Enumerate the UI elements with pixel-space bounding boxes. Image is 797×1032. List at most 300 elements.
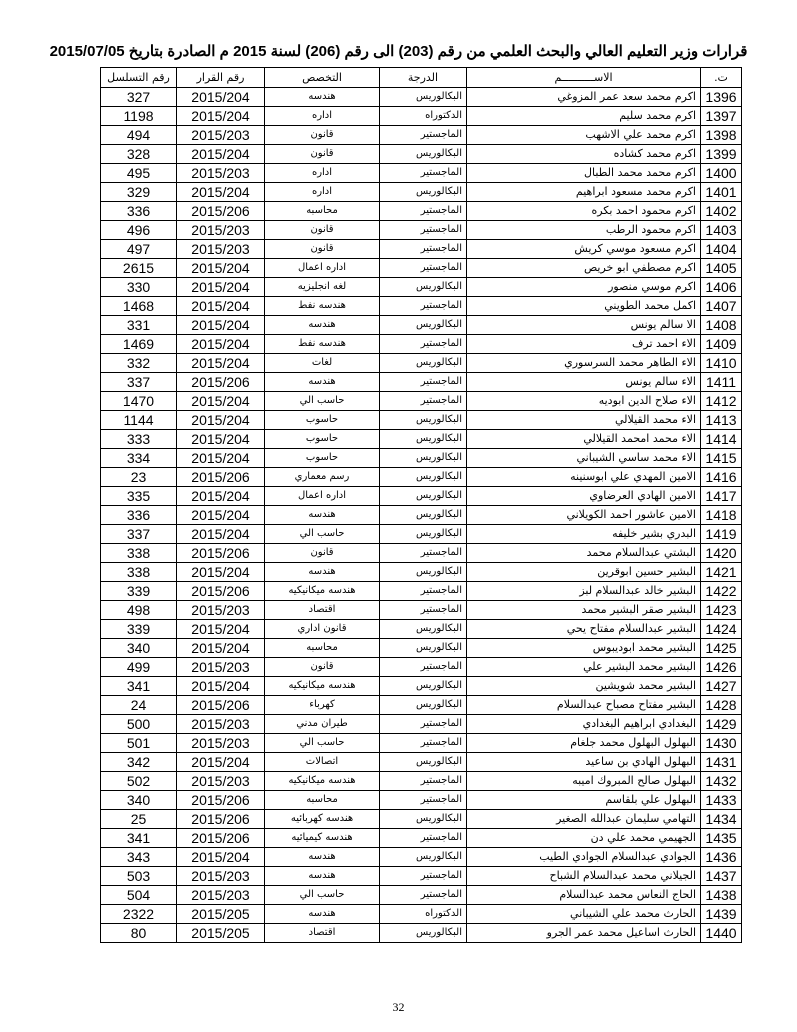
row-number-cell: 1397 <box>701 107 742 126</box>
degree-cell: البكالوريس <box>380 677 467 696</box>
degree-cell: الماجستير <box>380 259 467 278</box>
row-number-cell: 1408 <box>701 316 742 335</box>
decision-number-cell: 2015/203 <box>177 221 265 240</box>
person-name-cell: البشير عبدالسلام مفتاح يحي <box>467 620 701 639</box>
degree-cell: الماجستير <box>380 867 467 886</box>
specialization-cell: هندسه <box>265 867 380 886</box>
specialization-cell: محاسبه <box>265 202 380 221</box>
decision-number-cell: 2015/205 <box>177 924 265 943</box>
degree-cell: الماجستير <box>380 829 467 848</box>
serial-number-cell: 331 <box>101 316 177 335</box>
decision-number-cell: 2015/203 <box>177 658 265 677</box>
decision-number-cell: 2015/206 <box>177 468 265 487</box>
person-name-cell: اكرم محمد كشاده <box>467 145 701 164</box>
degree-cell: الماجستير <box>380 715 467 734</box>
specialization-cell: هندسه ميكانيكيه <box>265 677 380 696</box>
degree-cell: البكالوريس <box>380 468 467 487</box>
table-row <box>101 563 742 582</box>
person-name-cell: اكمل محمد الطويني <box>467 297 701 316</box>
specialization-cell: لغات <box>265 354 380 373</box>
row-number-cell: 1417 <box>701 487 742 506</box>
decision-number-cell: 2015/203 <box>177 867 265 886</box>
specialization-cell: قانون <box>265 544 380 563</box>
decision-number-cell: 2015/204 <box>177 506 265 525</box>
specialization-cell: حاسوب <box>265 411 380 430</box>
degree-cell: الماجستير <box>380 734 467 753</box>
degree-cell: البكالوريس <box>380 696 467 715</box>
decision-number-cell: 2015/206 <box>177 373 265 392</box>
decision-number-cell: 2015/204 <box>177 620 265 639</box>
serial-number-cell: 342 <box>101 753 177 772</box>
serial-number-cell: 339 <box>101 620 177 639</box>
serial-number-cell: 338 <box>101 563 177 582</box>
degree-cell: البكالوريس <box>380 88 467 107</box>
specialization-cell: لغه انجليزيه <box>265 278 380 297</box>
degree-cell: البكالوريس <box>380 810 467 829</box>
row-number-cell: 1439 <box>701 905 742 924</box>
row-number-cell: 1424 <box>701 620 742 639</box>
specialization-cell: اداره <box>265 183 380 202</box>
decision-number-cell: 2015/204 <box>177 278 265 297</box>
table-row <box>101 810 742 829</box>
person-name-cell: البهلول علي بلقاسم <box>467 791 701 810</box>
person-name-cell: البشير محمد ابوديبوس <box>467 639 701 658</box>
row-number-cell: 1406 <box>701 278 742 297</box>
row-number-cell: 1411 <box>701 373 742 392</box>
table-row <box>101 468 742 487</box>
decision-number-cell: 2015/204 <box>177 639 265 658</box>
decision-number-cell: 2015/204 <box>177 753 265 772</box>
serial-number-cell: 1470 <box>101 392 177 411</box>
degree-cell: البكالوريس <box>380 639 467 658</box>
table-row <box>101 335 742 354</box>
person-name-cell: الجيلاني محمد عبدالسلام الشباح <box>467 867 701 886</box>
person-name-cell: اكرم محمد محمد الطبال <box>467 164 701 183</box>
serial-number-cell: 341 <box>101 829 177 848</box>
degree-cell: البكالوريس <box>380 145 467 164</box>
table-row <box>101 677 742 696</box>
table-row <box>101 316 742 335</box>
degree-cell: الماجستير <box>380 240 467 259</box>
decision-number-cell: 2015/204 <box>177 145 265 164</box>
degree-cell: الماجستير <box>380 202 467 221</box>
specialization-cell: هندسه <box>265 905 380 924</box>
person-name-cell: الا سالم يونس <box>467 316 701 335</box>
row-number-cell: 1420 <box>701 544 742 563</box>
degree-cell: الماجستير <box>380 164 467 183</box>
person-name-cell: الجوادي عبدالسلام الجوادي الطيب <box>467 848 701 867</box>
person-name-cell: الحاج النعاس محمد عبدالسلام <box>467 886 701 905</box>
degree-cell: الماجستير <box>380 297 467 316</box>
decision-number-cell: 2015/204 <box>177 259 265 278</box>
degree-cell: الماجستير <box>380 392 467 411</box>
decision-number-cell: 2015/204 <box>177 525 265 544</box>
decision-number-cell: 2015/203 <box>177 126 265 145</box>
degree-cell: البكالوريس <box>380 563 467 582</box>
degree-cell: البكالوريس <box>380 924 467 943</box>
decision-number-cell: 2015/204 <box>177 297 265 316</box>
decision-number-cell: 2015/206 <box>177 829 265 848</box>
decision-number-cell: 2015/204 <box>177 449 265 468</box>
row-number-cell: 1407 <box>701 297 742 316</box>
decision-number-cell: 2015/204 <box>177 183 265 202</box>
table-row <box>101 411 742 430</box>
specialization-cell: حاسوب <box>265 449 380 468</box>
row-number-cell: 1434 <box>701 810 742 829</box>
person-name-cell: البشير صقر البشير محمد <box>467 601 701 620</box>
table-row <box>101 924 742 943</box>
specialization-cell: هندسه <box>265 373 380 392</box>
serial-number-cell: 333 <box>101 430 177 449</box>
serial-number-cell: 504 <box>101 886 177 905</box>
graduates-table <box>100 67 742 943</box>
specialization-cell: قانون <box>265 145 380 164</box>
degree-cell: البكالوريس <box>380 487 467 506</box>
row-number-cell: 1426 <box>701 658 742 677</box>
table-row <box>101 658 742 677</box>
serial-number-cell: 337 <box>101 525 177 544</box>
person-name-cell: البدري بشير خليفه <box>467 525 701 544</box>
serial-number-cell: 328 <box>101 145 177 164</box>
specialization-cell: محاسبه <box>265 791 380 810</box>
serial-number-cell: 496 <box>101 221 177 240</box>
table-row <box>101 145 742 164</box>
specialization-cell: قانون <box>265 658 380 677</box>
person-name-cell: اكرم محمود الرطب <box>467 221 701 240</box>
row-number-cell: 1419 <box>701 525 742 544</box>
person-name-cell: الامين عاشور احمد الكويلاني <box>467 506 701 525</box>
specialization-cell: قانون <box>265 221 380 240</box>
serial-number-cell: 1468 <box>101 297 177 316</box>
row-number-cell: 1429 <box>701 715 742 734</box>
header-no: ت. <box>701 68 742 88</box>
serial-number-cell: 1198 <box>101 107 177 126</box>
row-number-cell: 1416 <box>701 468 742 487</box>
specialization-cell: حاسب الي <box>265 392 380 411</box>
specialization-cell: هندسه <box>265 316 380 335</box>
serial-number-cell: 340 <box>101 791 177 810</box>
header-specialization: التخصص <box>265 68 380 88</box>
specialization-cell: اداره <box>265 107 380 126</box>
decision-number-cell: 2015/204 <box>177 107 265 126</box>
table-header-row <box>101 68 742 88</box>
decision-number-cell: 2015/204 <box>177 392 265 411</box>
serial-number-cell: 336 <box>101 506 177 525</box>
decision-number-cell: 2015/203 <box>177 734 265 753</box>
row-number-cell: 1431 <box>701 753 742 772</box>
table-row <box>101 107 742 126</box>
specialization-cell: هندسه <box>265 563 380 582</box>
table-row <box>101 905 742 924</box>
degree-cell: الماجستير <box>380 335 467 354</box>
table-row <box>101 753 742 772</box>
person-name-cell: اكرم مصطفي ابو خريص <box>467 259 701 278</box>
serial-number-cell: 501 <box>101 734 177 753</box>
degree-cell: الماجستير <box>380 772 467 791</box>
degree-cell: الماجستير <box>380 126 467 145</box>
table-row <box>101 202 742 221</box>
person-name-cell: اكرم محمد علي الاشهب <box>467 126 701 145</box>
row-number-cell: 1405 <box>701 259 742 278</box>
specialization-cell: قانون اداري <box>265 620 380 639</box>
specialization-cell: قانون <box>265 240 380 259</box>
row-number-cell: 1428 <box>701 696 742 715</box>
degree-cell: الماجستير <box>380 544 467 563</box>
person-name-cell: الاء سالم يونس <box>467 373 701 392</box>
specialization-cell: هندسه <box>265 506 380 525</box>
person-name-cell: اكرم محمد مسعود ابراهيم <box>467 183 701 202</box>
table-row <box>101 259 742 278</box>
specialization-cell: محاسبه <box>265 639 380 658</box>
table-row <box>101 715 742 734</box>
person-name-cell: البهلول صالح المبروك اميبه <box>467 772 701 791</box>
row-number-cell: 1440 <box>701 924 742 943</box>
person-name-cell: البهلول الهادي بن ساعيد <box>467 753 701 772</box>
row-number-cell: 1402 <box>701 202 742 221</box>
row-number-cell: 1427 <box>701 677 742 696</box>
degree-cell: الدكتوراه <box>380 107 467 126</box>
degree-cell: الماجستير <box>380 221 467 240</box>
person-name-cell: اكرم محمود احمد بكره <box>467 202 701 221</box>
decision-number-cell: 2015/204 <box>177 487 265 506</box>
degree-cell: الماجستير <box>380 791 467 810</box>
person-name-cell: الحارث اساعيل محمد عمر الجرو <box>467 924 701 943</box>
table-row <box>101 183 742 202</box>
person-name-cell: الاء محمد امحمد القيلالي <box>467 430 701 449</box>
serial-number-cell: 343 <box>101 848 177 867</box>
degree-cell: الماجستير <box>380 601 467 620</box>
row-number-cell: 1422 <box>701 582 742 601</box>
specialization-cell: حاسوب <box>265 430 380 449</box>
degree-cell: البكالوريس <box>380 316 467 335</box>
degree-cell: البكالوريس <box>380 430 467 449</box>
row-number-cell: 1401 <box>701 183 742 202</box>
serial-number-cell: 503 <box>101 867 177 886</box>
table-row <box>101 354 742 373</box>
degree-cell: البكالوريس <box>380 411 467 430</box>
degree-cell: البكالوريس <box>380 848 467 867</box>
specialization-cell: حاسب الي <box>265 734 380 753</box>
serial-number-cell: 502 <box>101 772 177 791</box>
specialization-cell: اتصالات <box>265 753 380 772</box>
row-number-cell: 1399 <box>701 145 742 164</box>
decision-number-cell: 2015/205 <box>177 905 265 924</box>
table-row <box>101 525 742 544</box>
table-row <box>101 696 742 715</box>
row-number-cell: 1436 <box>701 848 742 867</box>
specialization-cell: اداره <box>265 164 380 183</box>
person-name-cell: الاء محمد ساسي الشيباني <box>467 449 701 468</box>
table-row <box>101 430 742 449</box>
row-number-cell: 1438 <box>701 886 742 905</box>
serial-number-cell: 327 <box>101 88 177 107</box>
specialization-cell: هندسه كيميائيه <box>265 829 380 848</box>
table-row <box>101 449 742 468</box>
degree-cell: البكالوريس <box>380 183 467 202</box>
table-row <box>101 88 742 107</box>
row-number-cell: 1409 <box>701 335 742 354</box>
header-name: الاســــــــــم <box>467 68 701 88</box>
serial-number-cell: 497 <box>101 240 177 259</box>
row-number-cell: 1423 <box>701 601 742 620</box>
serial-number-cell: 334 <box>101 449 177 468</box>
decision-number-cell: 2015/204 <box>177 335 265 354</box>
table-row <box>101 506 742 525</box>
row-number-cell: 1432 <box>701 772 742 791</box>
person-name-cell: الامين الهادي العرضاوي <box>467 487 701 506</box>
person-name-cell: الاء محمد القيلالي <box>467 411 701 430</box>
header-decision-no: رقم القرار <box>177 68 265 88</box>
specialization-cell: قانون <box>265 126 380 145</box>
row-number-cell: 1413 <box>701 411 742 430</box>
specialization-cell: اداره اعمال <box>265 487 380 506</box>
decision-number-cell: 2015/206 <box>177 202 265 221</box>
person-name-cell: الامين المهدي علي ابوسنينه <box>467 468 701 487</box>
specialization-cell: هندسه <box>265 848 380 867</box>
decision-number-cell: 2015/203 <box>177 601 265 620</box>
row-number-cell: 1412 <box>701 392 742 411</box>
degree-cell: الدكتوراه <box>380 905 467 924</box>
serial-number-cell: 332 <box>101 354 177 373</box>
table-row <box>101 487 742 506</box>
serial-number-cell: 336 <box>101 202 177 221</box>
specialization-cell: اقتصاد <box>265 924 380 943</box>
row-number-cell: 1433 <box>701 791 742 810</box>
document-title: قرارات وزير التعليم العالي والبحث العلمي من رقم (203) الى رقم (206) لسنة 2015 م الصادرة بتاريخ 2015/07/05 <box>49 43 748 60</box>
person-name-cell: اكرم محمد سعد عمر المزوغي <box>467 88 701 107</box>
table-row <box>101 848 742 867</box>
header-serial-no: رقم التسلسل <box>101 68 177 88</box>
table-row <box>101 867 742 886</box>
decision-number-cell: 2015/204 <box>177 316 265 335</box>
decision-number-cell: 2015/203 <box>177 886 265 905</box>
serial-number-cell: 24 <box>101 696 177 715</box>
row-number-cell: 1418 <box>701 506 742 525</box>
person-name-cell: اكرم محمد سليم <box>467 107 701 126</box>
specialization-cell: هندسه ميكانيكيه <box>265 772 380 791</box>
decision-number-cell: 2015/206 <box>177 544 265 563</box>
serial-number-cell: 329 <box>101 183 177 202</box>
row-number-cell: 1425 <box>701 639 742 658</box>
degree-cell: البكالوريس <box>380 278 467 297</box>
person-name-cell: البشير محمد البشير علي <box>467 658 701 677</box>
specialization-cell: طيران مدني <box>265 715 380 734</box>
decision-number-cell: 2015/206 <box>177 791 265 810</box>
degree-cell: الماجستير <box>380 886 467 905</box>
serial-number-cell: 337 <box>101 373 177 392</box>
decision-number-cell: 2015/204 <box>177 848 265 867</box>
row-number-cell: 1437 <box>701 867 742 886</box>
serial-number-cell: 494 <box>101 126 177 145</box>
specialization-cell: اداره اعمال <box>265 259 380 278</box>
specialization-cell: هندسه نفط <box>265 335 380 354</box>
specialization-cell: هندسه <box>265 88 380 107</box>
decision-number-cell: 2015/204 <box>177 354 265 373</box>
serial-number-cell: 340 <box>101 639 177 658</box>
person-name-cell: التهامي سليمان عبدالله الصغير <box>467 810 701 829</box>
table-row <box>101 734 742 753</box>
header-degree: الدرجة <box>380 68 467 88</box>
decision-number-cell: 2015/203 <box>177 715 265 734</box>
row-number-cell: 1410 <box>701 354 742 373</box>
table-row <box>101 601 742 620</box>
serial-number-cell: 2322 <box>101 905 177 924</box>
specialization-cell: اقتصاد <box>265 601 380 620</box>
serial-number-cell: 1144 <box>101 411 177 430</box>
table-row <box>101 582 742 601</box>
degree-cell: البكالوريس <box>380 354 467 373</box>
decision-number-cell: 2015/204 <box>177 677 265 696</box>
specialization-cell: حاسب الي <box>265 886 380 905</box>
person-name-cell: الجهيمي محمد علي دن <box>467 829 701 848</box>
table-row <box>101 829 742 848</box>
degree-cell: الماجستير <box>380 658 467 677</box>
degree-cell: البكالوريس <box>380 506 467 525</box>
specialization-cell: هندسه نفط <box>265 297 380 316</box>
table-row <box>101 544 742 563</box>
table-row <box>101 221 742 240</box>
row-number-cell: 1435 <box>701 829 742 848</box>
row-number-cell: 1421 <box>701 563 742 582</box>
specialization-cell: هندسه ميكانيكيه <box>265 582 380 601</box>
degree-cell: البكالوريس <box>380 525 467 544</box>
person-name-cell: الاء احمد ترف <box>467 335 701 354</box>
row-number-cell: 1430 <box>701 734 742 753</box>
decision-number-cell: 2015/204 <box>177 430 265 449</box>
degree-cell: الماجستير <box>380 582 467 601</box>
row-number-cell: 1396 <box>701 88 742 107</box>
page-number: 32 <box>392 1000 405 1014</box>
table-row <box>101 240 742 259</box>
serial-number-cell: 2615 <box>101 259 177 278</box>
table-row <box>101 772 742 791</box>
person-name-cell: البشير حسين ابوقرين <box>467 563 701 582</box>
table-row <box>101 392 742 411</box>
table-row <box>101 126 742 145</box>
table-row <box>101 297 742 316</box>
table-row <box>101 791 742 810</box>
person-name-cell: اكرم مسعود موسي كريش <box>467 240 701 259</box>
table-row <box>101 278 742 297</box>
serial-number-cell: 495 <box>101 164 177 183</box>
serial-number-cell: 338 <box>101 544 177 563</box>
row-number-cell: 1404 <box>701 240 742 259</box>
person-name-cell: البغدادي ابراهيم البغدادي <box>467 715 701 734</box>
serial-number-cell: 80 <box>101 924 177 943</box>
decision-number-cell: 2015/206 <box>177 810 265 829</box>
person-name-cell: البشير خالد عبدالسلام لبز <box>467 582 701 601</box>
serial-number-cell: 335 <box>101 487 177 506</box>
decision-number-cell: 2015/204 <box>177 88 265 107</box>
specialization-cell: حاسب الي <box>265 525 380 544</box>
row-number-cell: 1415 <box>701 449 742 468</box>
serial-number-cell: 500 <box>101 715 177 734</box>
row-number-cell: 1403 <box>701 221 742 240</box>
decision-number-cell: 2015/204 <box>177 411 265 430</box>
specialization-cell: كهرباء <box>265 696 380 715</box>
serial-number-cell: 330 <box>101 278 177 297</box>
person-name-cell: البشتي عبدالسلام محمد <box>467 544 701 563</box>
person-name-cell: البهلول البهلول محمد جلغام <box>467 734 701 753</box>
row-number-cell: 1398 <box>701 126 742 145</box>
table-row <box>101 373 742 392</box>
serial-number-cell: 339 <box>101 582 177 601</box>
person-name-cell: اكرم موسي منصور <box>467 278 701 297</box>
table-row <box>101 886 742 905</box>
decision-number-cell: 2015/204 <box>177 563 265 582</box>
serial-number-cell: 498 <box>101 601 177 620</box>
serial-number-cell: 25 <box>101 810 177 829</box>
